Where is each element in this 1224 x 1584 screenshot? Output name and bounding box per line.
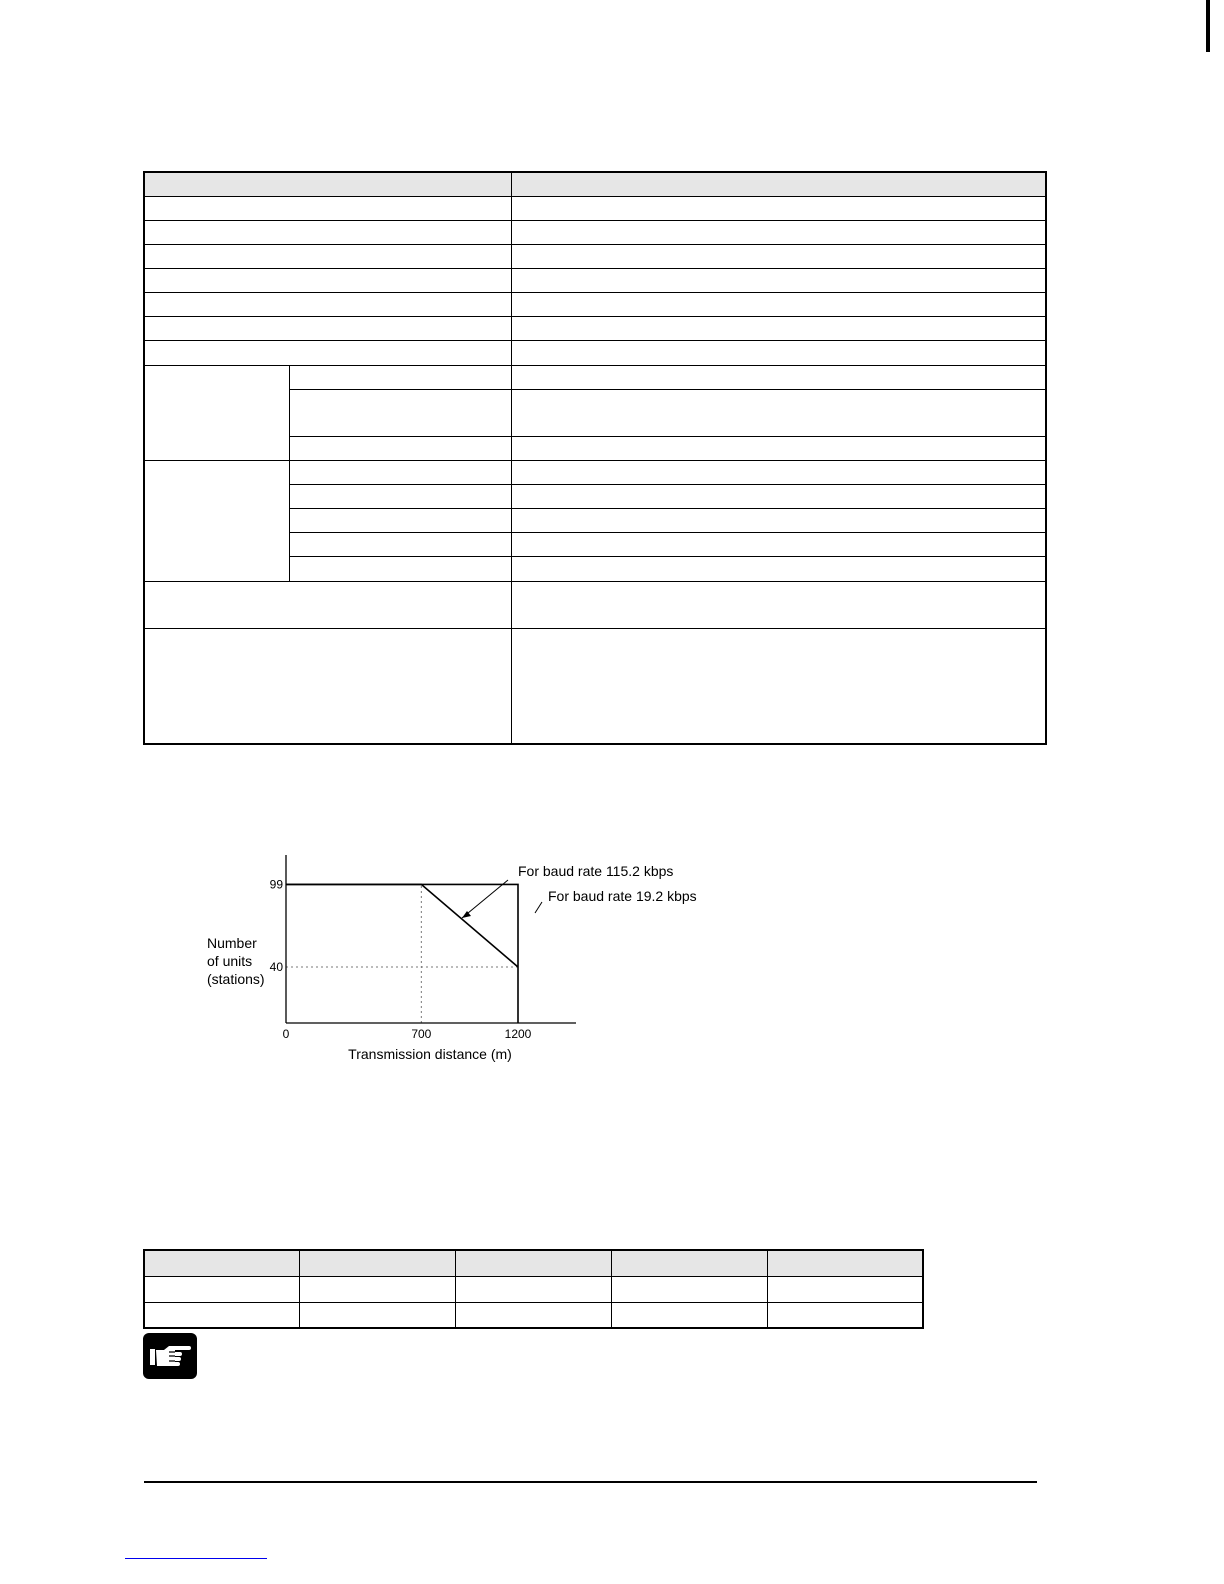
table-cell <box>456 1276 612 1302</box>
header-cell <box>300 1250 456 1276</box>
table-cell <box>511 389 1046 436</box>
header-cell <box>144 1250 300 1276</box>
header-cell <box>611 1250 767 1276</box>
table-cell <box>144 220 511 244</box>
table-cell <box>144 293 511 317</box>
table-row <box>144 341 1046 365</box>
table-cell <box>767 1276 923 1302</box>
table-row <box>144 317 1046 341</box>
table-cell <box>511 365 1046 389</box>
series-lines <box>286 884 518 1023</box>
note-badge <box>143 1333 197 1379</box>
table-row <box>144 293 1046 317</box>
table-cell <box>289 365 511 389</box>
link-underline[interactable] <box>125 1558 267 1559</box>
table-row <box>144 1302 923 1328</box>
y-axis-label-line: Number <box>207 935 257 951</box>
table-cell <box>300 1276 456 1302</box>
table-row <box>144 220 1046 244</box>
table-cell <box>511 581 1046 628</box>
axes <box>286 855 576 1023</box>
table-cell <box>767 1302 923 1328</box>
table-cell <box>511 460 1046 484</box>
table-cell <box>511 557 1046 581</box>
series-line-1 <box>286 884 518 967</box>
table-cell <box>144 196 511 220</box>
table-cell <box>144 341 511 365</box>
y-tick-label: 40 <box>269 960 283 974</box>
group-cell <box>144 365 289 460</box>
stations-vs-distance-chart <box>190 850 730 1070</box>
table-row <box>144 628 1046 744</box>
table-cell <box>144 317 511 341</box>
annotation-arrow <box>462 880 508 918</box>
table-row <box>144 581 1046 628</box>
reference-lines <box>286 884 518 1023</box>
table-cell <box>511 628 1046 744</box>
table-cell <box>511 509 1046 533</box>
table-cell <box>511 436 1046 460</box>
y-axis-label-line: (stations) <box>207 971 265 987</box>
table-cell <box>511 533 1046 557</box>
table-cell <box>511 317 1046 341</box>
table-row <box>144 1276 923 1302</box>
table-cell <box>144 1276 300 1302</box>
y-axis-label-line: of units <box>207 953 253 969</box>
table-cell <box>511 269 1046 293</box>
table-cell <box>511 341 1046 365</box>
table-cell <box>611 1276 767 1302</box>
table-cell <box>300 1302 456 1328</box>
table-cell <box>144 581 511 628</box>
table-cell <box>289 509 511 533</box>
x-tick-label: 0 <box>282 1027 290 1041</box>
table-cell <box>144 628 511 744</box>
table-row <box>144 196 1046 220</box>
table-row <box>144 460 1046 484</box>
table-cell <box>144 269 511 293</box>
table-cell <box>456 1302 612 1328</box>
annotation-label: For baud rate 115.2 kbps <box>518 863 674 879</box>
tick-labels <box>270 877 532 1041</box>
page-edge-mark <box>1206 0 1210 52</box>
table-cell <box>511 220 1046 244</box>
x-tick-label: 1200 <box>504 1027 532 1041</box>
table-cell <box>289 485 511 509</box>
table-row <box>144 244 1046 268</box>
pointing-hand-icon <box>143 1333 197 1379</box>
footer-rule <box>144 1481 1037 1483</box>
table-cell <box>144 244 511 268</box>
table-header-row <box>144 172 1046 196</box>
table-cell <box>511 485 1046 509</box>
table-cell <box>289 389 511 436</box>
x-tick-label: 700 <box>411 1027 432 1041</box>
series-line-2 <box>286 884 518 1023</box>
table-cell <box>511 244 1046 268</box>
annotations <box>462 863 697 918</box>
table-cell <box>144 1302 300 1328</box>
header-cell <box>767 1250 923 1276</box>
x-axis-label: Transmission distance (m) <box>348 1046 512 1062</box>
small-table <box>143 1249 924 1329</box>
table-cell <box>289 436 511 460</box>
header-cell <box>511 172 1046 196</box>
table-row <box>144 269 1046 293</box>
y-axis-label <box>207 935 265 987</box>
header-cell <box>456 1250 612 1276</box>
y-tick-label: 99 <box>269 877 283 892</box>
table-header-row <box>144 1250 923 1276</box>
specification-table <box>143 171 1047 745</box>
header-cell <box>144 172 511 196</box>
annotation-label: For baud rate 19.2 kbps <box>548 888 697 904</box>
table-cell <box>511 196 1046 220</box>
table-row <box>144 365 1046 389</box>
table-cell <box>289 533 511 557</box>
annotation-arrow <box>535 902 542 913</box>
group-cell <box>144 460 289 581</box>
table-cell <box>511 293 1046 317</box>
table-cell <box>289 557 511 581</box>
table-cell <box>289 460 511 484</box>
table-cell <box>611 1302 767 1328</box>
